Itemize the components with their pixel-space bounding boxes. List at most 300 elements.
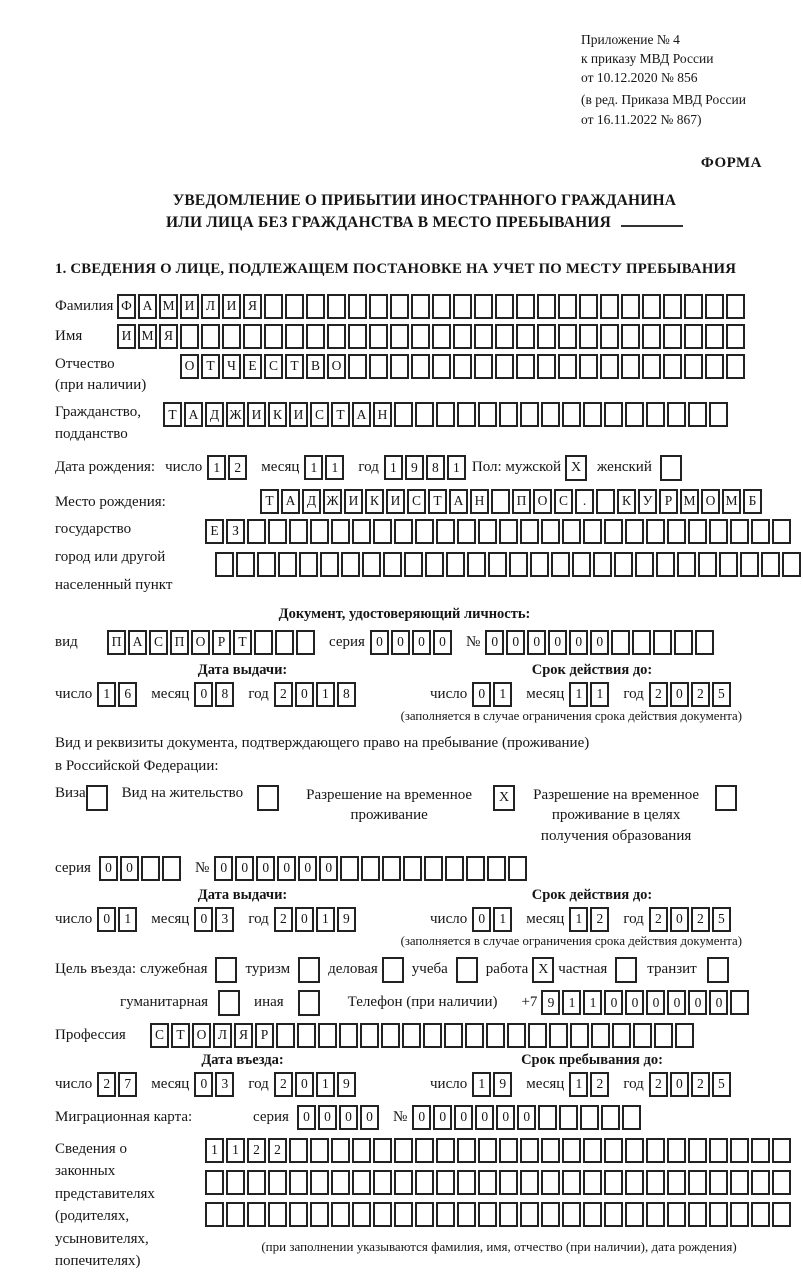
checkbox-purpose-gumanitarnaya[interactable] (218, 990, 240, 1016)
char-cell[interactable] (625, 1138, 644, 1163)
char-cell[interactable] (457, 402, 476, 427)
char-cell[interactable] (390, 294, 409, 319)
char-cell[interactable] (394, 1202, 413, 1227)
char-cell[interactable]: Ж (323, 489, 342, 514)
char-cell[interactable] (360, 1023, 379, 1048)
char-cell[interactable] (537, 294, 556, 319)
char-cell[interactable] (306, 324, 325, 349)
char-cell[interactable] (653, 630, 672, 655)
char-cell[interactable] (677, 552, 696, 577)
checkbox-purpose-rabota[interactable]: X (532, 957, 554, 983)
char-cell[interactable] (688, 519, 707, 544)
char-cell[interactable] (369, 324, 388, 349)
char-cell[interactable] (495, 354, 514, 379)
char-cell[interactable]: П (512, 489, 531, 514)
char-cell[interactable] (478, 1202, 497, 1227)
char-cell[interactable] (478, 519, 497, 544)
char-cell[interactable]: 0 (485, 630, 504, 655)
char-cell[interactable] (474, 294, 493, 319)
char-cell[interactable]: 2 (691, 682, 710, 707)
char-cell[interactable] (436, 1138, 455, 1163)
char-cell[interactable] (285, 324, 304, 349)
char-cell[interactable]: П (107, 630, 126, 655)
char-cell[interactable] (541, 1138, 560, 1163)
char-cell[interactable]: Л (201, 294, 220, 319)
char-cell[interactable]: К (365, 489, 384, 514)
char-cell[interactable]: 0 (646, 990, 665, 1015)
char-cell[interactable]: 0 (688, 990, 707, 1015)
char-cell[interactable] (457, 1170, 476, 1195)
char-cell[interactable] (698, 552, 717, 577)
char-cell[interactable] (465, 1023, 484, 1048)
char-cell[interactable] (625, 402, 644, 427)
char-cell[interactable]: 0 (433, 630, 452, 655)
char-cell[interactable]: 0 (548, 630, 567, 655)
char-cell[interactable] (299, 552, 318, 577)
char-cell[interactable] (562, 519, 581, 544)
char-cell[interactable]: 0 (433, 1105, 452, 1130)
char-cell[interactable] (579, 294, 598, 319)
char-cell[interactable]: Я (243, 294, 262, 319)
char-cell[interactable]: 0 (194, 1072, 213, 1097)
char-cell[interactable] (467, 552, 486, 577)
char-cell[interactable] (558, 294, 577, 319)
char-cell[interactable]: 1 (205, 1138, 224, 1163)
char-cell[interactable] (495, 294, 514, 319)
char-cell[interactable]: 2 (274, 907, 293, 932)
checkbox-purpose-sluzhebnaya[interactable] (215, 957, 237, 983)
char-cell[interactable] (444, 1023, 463, 1048)
char-cell[interactable] (285, 294, 304, 319)
char-cell[interactable]: 0 (120, 856, 139, 881)
char-cell[interactable]: 0 (604, 990, 623, 1015)
char-cell[interactable]: Е (243, 354, 262, 379)
char-cell[interactable] (310, 1202, 329, 1227)
char-cell[interactable]: 3 (215, 1072, 234, 1097)
char-cell[interactable] (310, 1138, 329, 1163)
char-cell[interactable] (570, 1023, 589, 1048)
char-cell[interactable] (478, 1170, 497, 1195)
char-cell[interactable] (415, 1202, 434, 1227)
char-cell[interactable] (205, 1202, 224, 1227)
char-cell[interactable] (541, 402, 560, 427)
char-cell[interactable]: 1 (316, 682, 335, 707)
char-cell[interactable]: Я (234, 1023, 253, 1048)
char-cell[interactable]: 1 (569, 682, 588, 707)
char-cell[interactable]: С (149, 630, 168, 655)
char-cell[interactable]: Т (260, 489, 279, 514)
char-cell[interactable] (457, 1202, 476, 1227)
char-cell[interactable]: 0 (360, 1105, 379, 1130)
char-cell[interactable]: Т (428, 489, 447, 514)
char-cell[interactable]: 1 (384, 455, 403, 480)
char-cell[interactable] (306, 294, 325, 319)
char-cell[interactable] (423, 1023, 442, 1048)
char-cell[interactable] (772, 1138, 791, 1163)
char-cell[interactable]: 0 (339, 1105, 358, 1130)
char-cell[interactable]: Р (659, 489, 678, 514)
char-cell[interactable] (415, 1138, 434, 1163)
char-cell[interactable]: Л (213, 1023, 232, 1048)
char-cell[interactable] (633, 1023, 652, 1048)
checkbox-temp-residence[interactable]: X (493, 785, 515, 811)
char-cell[interactable] (352, 1170, 371, 1195)
char-cell[interactable] (289, 1138, 308, 1163)
char-cell[interactable] (474, 354, 493, 379)
char-cell[interactable] (709, 519, 728, 544)
char-cell[interactable]: 0 (475, 1105, 494, 1130)
char-cell[interactable] (583, 519, 602, 544)
char-cell[interactable] (663, 324, 682, 349)
checkbox-purpose-inaya[interactable] (298, 990, 320, 1016)
char-cell[interactable] (572, 552, 591, 577)
char-cell[interactable] (289, 1170, 308, 1195)
char-cell[interactable]: И (247, 402, 266, 427)
char-cell[interactable]: 0 (370, 630, 389, 655)
char-cell[interactable] (667, 1202, 686, 1227)
char-cell[interactable] (782, 552, 801, 577)
char-cell[interactable] (751, 1138, 770, 1163)
char-cell[interactable]: В (306, 354, 325, 379)
char-cell[interactable] (751, 519, 770, 544)
char-cell[interactable] (415, 402, 434, 427)
char-cell[interactable] (580, 1105, 599, 1130)
char-cell[interactable]: О (180, 354, 199, 379)
char-cell[interactable] (520, 402, 539, 427)
char-cell[interactable] (600, 324, 619, 349)
char-cell[interactable]: 0 (667, 990, 686, 1015)
char-cell[interactable]: Т (171, 1023, 190, 1048)
char-cell[interactable] (621, 354, 640, 379)
char-cell[interactable] (593, 552, 612, 577)
char-cell[interactable]: 0 (295, 907, 314, 932)
char-cell[interactable] (352, 1138, 371, 1163)
char-cell[interactable] (226, 1202, 245, 1227)
char-cell[interactable] (730, 1138, 749, 1163)
char-cell[interactable]: 0 (391, 630, 410, 655)
char-cell[interactable] (520, 1170, 539, 1195)
char-cell[interactable]: 2 (274, 1072, 293, 1097)
char-cell[interactable]: О (192, 1023, 211, 1048)
char-cell[interactable] (457, 519, 476, 544)
char-cell[interactable] (614, 552, 633, 577)
char-cell[interactable] (625, 1170, 644, 1195)
char-cell[interactable]: 0 (472, 682, 491, 707)
char-cell[interactable] (600, 294, 619, 319)
char-cell[interactable]: К (268, 402, 287, 427)
char-cell[interactable]: А (352, 402, 371, 427)
char-cell[interactable] (415, 519, 434, 544)
char-cell[interactable] (541, 1202, 560, 1227)
char-cell[interactable] (726, 354, 745, 379)
char-cell[interactable] (551, 552, 570, 577)
char-cell[interactable]: Н (470, 489, 489, 514)
char-cell[interactable] (537, 324, 556, 349)
char-cell[interactable] (646, 1170, 665, 1195)
char-cell[interactable]: 1 (226, 1138, 245, 1163)
char-cell[interactable] (675, 1023, 694, 1048)
char-cell[interactable]: 1 (316, 1072, 335, 1097)
char-cell[interactable] (310, 519, 329, 544)
char-cell[interactable]: 2 (691, 907, 710, 932)
char-cell[interactable]: Ж (226, 402, 245, 427)
char-cell[interactable]: Т (201, 354, 220, 379)
char-cell[interactable] (289, 519, 308, 544)
char-cell[interactable]: М (722, 489, 741, 514)
char-cell[interactable]: А (184, 402, 203, 427)
char-cell[interactable] (579, 354, 598, 379)
char-cell[interactable]: 0 (412, 1105, 431, 1130)
char-cell[interactable] (373, 1202, 392, 1227)
char-cell[interactable] (625, 519, 644, 544)
char-cell[interactable] (362, 552, 381, 577)
char-cell[interactable] (604, 519, 623, 544)
char-cell[interactable]: 5 (712, 682, 731, 707)
char-cell[interactable] (726, 294, 745, 319)
checkbox-purpose-turizm[interactable] (298, 957, 320, 983)
char-cell[interactable] (348, 324, 367, 349)
char-cell[interactable]: 9 (541, 990, 560, 1015)
char-cell[interactable]: 2 (590, 1072, 609, 1097)
char-cell[interactable] (436, 519, 455, 544)
char-cell[interactable] (646, 1138, 665, 1163)
char-cell[interactable]: А (128, 630, 147, 655)
char-cell[interactable] (520, 519, 539, 544)
char-cell[interactable]: 0 (298, 856, 317, 881)
char-cell[interactable] (327, 294, 346, 319)
char-cell[interactable]: 2 (590, 907, 609, 932)
char-cell[interactable] (331, 1202, 350, 1227)
char-cell[interactable] (562, 1202, 581, 1227)
char-cell[interactable] (402, 1023, 421, 1048)
char-cell[interactable] (436, 1170, 455, 1195)
char-cell[interactable]: 5 (712, 1072, 731, 1097)
char-cell[interactable] (688, 402, 707, 427)
char-cell[interactable]: 0 (506, 630, 525, 655)
char-cell[interactable]: Т (163, 402, 182, 427)
char-cell[interactable] (296, 630, 315, 655)
char-cell[interactable]: 2 (268, 1138, 287, 1163)
char-cell[interactable]: И (344, 489, 363, 514)
char-cell[interactable] (499, 519, 518, 544)
char-cell[interactable] (474, 324, 493, 349)
char-cell[interactable] (642, 354, 661, 379)
char-cell[interactable] (583, 1138, 602, 1163)
checkbox-residence-permit[interactable] (257, 785, 279, 811)
char-cell[interactable] (612, 1023, 631, 1048)
char-cell[interactable] (646, 519, 665, 544)
char-cell[interactable] (604, 402, 623, 427)
char-cell[interactable]: Н (373, 402, 392, 427)
char-cell[interactable] (579, 324, 598, 349)
char-cell[interactable] (276, 1023, 295, 1048)
char-cell[interactable] (432, 294, 451, 319)
char-cell[interactable] (257, 552, 276, 577)
char-cell[interactable]: 2 (649, 682, 668, 707)
char-cell[interactable] (453, 324, 472, 349)
char-cell[interactable] (236, 552, 255, 577)
char-cell[interactable]: З (226, 519, 245, 544)
char-cell[interactable] (341, 552, 360, 577)
char-cell[interactable]: 0 (194, 682, 213, 707)
char-cell[interactable]: 0 (295, 1072, 314, 1097)
char-cell[interactable] (562, 1138, 581, 1163)
char-cell[interactable] (425, 552, 444, 577)
char-cell[interactable]: О (701, 489, 720, 514)
char-cell[interactable] (394, 402, 413, 427)
char-cell[interactable]: 1 (493, 682, 512, 707)
char-cell[interactable]: 9 (493, 1072, 512, 1097)
char-cell[interactable] (516, 324, 535, 349)
char-cell[interactable] (642, 294, 661, 319)
char-cell[interactable] (596, 489, 615, 514)
char-cell[interactable] (621, 324, 640, 349)
char-cell[interactable] (538, 1105, 557, 1130)
char-cell[interactable]: И (222, 294, 241, 319)
char-cell[interactable]: 0 (527, 630, 546, 655)
char-cell[interactable] (361, 856, 380, 881)
char-cell[interactable]: 8 (337, 682, 356, 707)
char-cell[interactable] (141, 856, 160, 881)
char-cell[interactable] (695, 630, 714, 655)
char-cell[interactable] (730, 1202, 749, 1227)
char-cell[interactable] (663, 294, 682, 319)
char-cell[interactable]: Р (255, 1023, 274, 1048)
char-cell[interactable]: У (638, 489, 657, 514)
char-cell[interactable] (601, 1105, 620, 1130)
char-cell[interactable] (667, 402, 686, 427)
char-cell[interactable] (684, 354, 703, 379)
char-cell[interactable] (654, 1023, 673, 1048)
checkbox-purpose-delovaya[interactable] (382, 957, 404, 983)
char-cell[interactable] (331, 519, 350, 544)
char-cell[interactable] (688, 1170, 707, 1195)
char-cell[interactable]: Ф (117, 294, 136, 319)
char-cell[interactable]: 0 (412, 630, 431, 655)
char-cell[interactable] (663, 354, 682, 379)
char-cell[interactable] (667, 1138, 686, 1163)
char-cell[interactable] (772, 1202, 791, 1227)
char-cell[interactable] (352, 1202, 371, 1227)
char-cell[interactable]: 1 (562, 990, 581, 1015)
char-cell[interactable]: С (264, 354, 283, 379)
char-cell[interactable] (499, 1202, 518, 1227)
char-cell[interactable]: 2 (247, 1138, 266, 1163)
char-cell[interactable] (499, 1138, 518, 1163)
char-cell[interactable]: 1 (590, 682, 609, 707)
char-cell[interactable] (751, 1170, 770, 1195)
char-cell[interactable]: 0 (709, 990, 728, 1015)
char-cell[interactable] (520, 1138, 539, 1163)
char-cell[interactable] (297, 1023, 316, 1048)
char-cell[interactable] (751, 1202, 770, 1227)
char-cell[interactable] (772, 1170, 791, 1195)
char-cell[interactable]: Д (205, 402, 224, 427)
char-cell[interactable] (604, 1170, 623, 1195)
char-cell[interactable] (541, 519, 560, 544)
char-cell[interactable]: Т (285, 354, 304, 379)
char-cell[interactable]: А (449, 489, 468, 514)
char-cell[interactable] (656, 552, 675, 577)
char-cell[interactable] (761, 552, 780, 577)
char-cell[interactable] (348, 294, 367, 319)
char-cell[interactable]: 0 (99, 856, 118, 881)
char-cell[interactable] (320, 552, 339, 577)
char-cell[interactable] (516, 354, 535, 379)
char-cell[interactable] (339, 1023, 358, 1048)
char-cell[interactable]: С (554, 489, 573, 514)
char-cell[interactable]: Д (302, 489, 321, 514)
char-cell[interactable]: И (386, 489, 405, 514)
char-cell[interactable]: 2 (649, 907, 668, 932)
char-cell[interactable]: 1 (97, 682, 116, 707)
char-cell[interactable]: 0 (472, 907, 491, 932)
checkbox-temp-residence-edu[interactable] (715, 785, 737, 811)
char-cell[interactable] (453, 354, 472, 379)
char-cell[interactable] (201, 324, 220, 349)
char-cell[interactable] (415, 1170, 434, 1195)
char-cell[interactable] (688, 1138, 707, 1163)
char-cell[interactable]: О (327, 354, 346, 379)
char-cell[interactable]: 2 (97, 1072, 116, 1097)
char-cell[interactable] (667, 519, 686, 544)
char-cell[interactable] (243, 324, 262, 349)
char-cell[interactable] (625, 1202, 644, 1227)
char-cell[interactable] (478, 1138, 497, 1163)
char-cell[interactable] (411, 354, 430, 379)
char-cell[interactable]: 0 (297, 1105, 316, 1130)
char-cell[interactable] (404, 552, 423, 577)
char-cell[interactable]: 9 (337, 1072, 356, 1097)
char-cell[interactable] (289, 1202, 308, 1227)
char-cell[interactable] (507, 1023, 526, 1048)
char-cell[interactable]: 1 (118, 907, 137, 932)
char-cell[interactable] (373, 519, 392, 544)
char-cell[interactable]: 0 (277, 856, 296, 881)
char-cell[interactable] (436, 402, 455, 427)
char-cell[interactable] (394, 1170, 413, 1195)
char-cell[interactable] (528, 1023, 547, 1048)
char-cell[interactable] (247, 1170, 266, 1195)
char-cell[interactable] (583, 1202, 602, 1227)
char-cell[interactable] (611, 630, 630, 655)
checkbox-purpose-tranzit[interactable] (707, 957, 729, 983)
char-cell[interactable] (730, 990, 749, 1015)
char-cell[interactable] (318, 1023, 337, 1048)
char-cell[interactable] (491, 489, 510, 514)
char-cell[interactable] (268, 1170, 287, 1195)
char-cell[interactable]: 1 (569, 1072, 588, 1097)
char-cell[interactable]: 1 (472, 1072, 491, 1097)
char-cell[interactable] (740, 552, 759, 577)
char-cell[interactable]: 1 (583, 990, 602, 1015)
char-cell[interactable] (646, 1202, 665, 1227)
char-cell[interactable]: 0 (295, 682, 314, 707)
char-cell[interactable] (684, 294, 703, 319)
char-cell[interactable] (215, 552, 234, 577)
char-cell[interactable] (432, 324, 451, 349)
char-cell[interactable] (604, 1202, 623, 1227)
char-cell[interactable]: 1 (493, 907, 512, 932)
char-cell[interactable] (373, 1170, 392, 1195)
char-cell[interactable] (684, 324, 703, 349)
char-cell[interactable]: Е (205, 519, 224, 544)
char-cell[interactable]: 3 (215, 907, 234, 932)
char-cell[interactable] (622, 1105, 641, 1130)
char-cell[interactable]: 2 (649, 1072, 668, 1097)
char-cell[interactable] (537, 354, 556, 379)
char-cell[interactable] (705, 294, 724, 319)
